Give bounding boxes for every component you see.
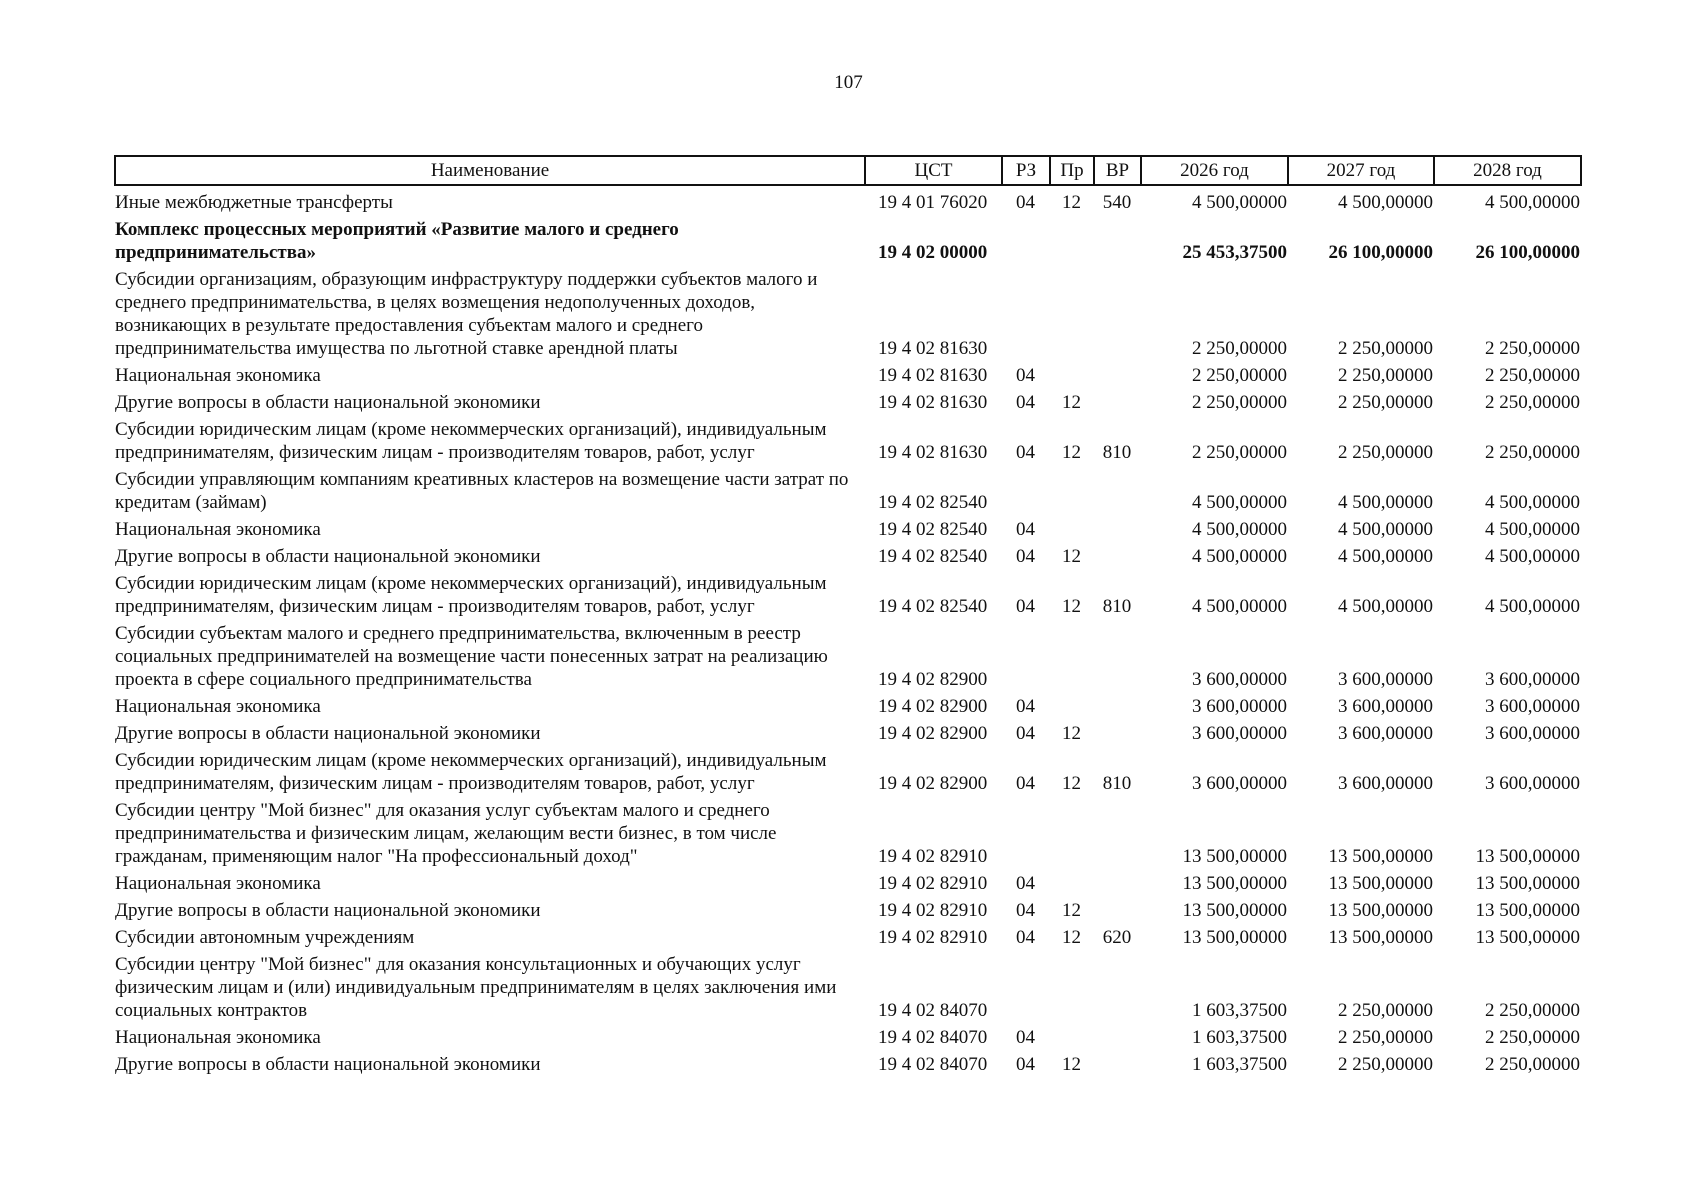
- cell-y2027: 2 250,00000: [1338, 1027, 1433, 1048]
- header-cst: ЦСТ: [865, 156, 1002, 185]
- cell-y2028: 4 500,00000: [1485, 192, 1580, 213]
- cell-y2028: 4 500,00000: [1485, 546, 1580, 567]
- cell-y2028: 4 500,00000: [1485, 596, 1580, 617]
- cell-rz: [1002, 216, 1050, 266]
- cell-pr: [1050, 1024, 1094, 1051]
- cell-cst: 19 4 02 82910: [878, 927, 988, 948]
- cell-cst: 19 4 02 82900: [878, 773, 988, 794]
- cell-y2027: 4 500,00000: [1338, 519, 1433, 540]
- cell-vr: [1094, 516, 1141, 543]
- cell-y2026: 4 500,00000: [1192, 519, 1287, 540]
- cell-y2028: 2 250,00000: [1485, 442, 1580, 463]
- table-header: [115, 156, 1581, 185]
- cell-cst: 19 4 02 81630: [878, 338, 988, 359]
- cell-rz: 04: [1016, 773, 1035, 794]
- cell-cst: 19 4 02 84070: [878, 1000, 988, 1021]
- cell-vr: [1094, 870, 1141, 897]
- cell-cst: 19 4 02 84070: [878, 1027, 988, 1048]
- cell-pr: 12: [1062, 1054, 1081, 1075]
- cell-y2028: 4 500,00000: [1485, 519, 1580, 540]
- cell-pr: 12: [1062, 927, 1081, 948]
- cell-y2026: 1 603,37500: [1192, 1027, 1287, 1048]
- cell-vr: 620: [1102, 927, 1132, 948]
- cell-y2027: 3 600,00000: [1338, 723, 1433, 744]
- cell-y2027: 13 500,00000: [1328, 873, 1433, 894]
- header-2026: 2026 год: [1141, 156, 1288, 185]
- cell-name: Другие вопросы в области национальной экономики: [115, 546, 541, 567]
- header-name: Наименование: [115, 156, 865, 185]
- cell-vr: [1094, 389, 1141, 416]
- cell-rz: 04: [1016, 1027, 1035, 1048]
- cell-y2027: 3 600,00000: [1338, 696, 1433, 717]
- table-row: [115, 543, 1581, 570]
- cell-y2027: 3 600,00000: [1338, 773, 1433, 794]
- cell-pr: [1050, 466, 1094, 516]
- cell-y2028: 2 250,00000: [1485, 365, 1580, 386]
- cell-rz: 04: [1016, 392, 1035, 413]
- cell-vr: 810: [1102, 442, 1132, 463]
- cell-rz: 04: [1016, 365, 1035, 386]
- cell-y2027: 13 500,00000: [1328, 900, 1433, 921]
- cell-y2026: 13 500,00000: [1182, 846, 1287, 867]
- cell-cst: 19 4 02 00000: [878, 242, 988, 263]
- cell-rz: 04: [1016, 596, 1035, 617]
- budget-table: [114, 155, 1582, 1078]
- cell-y2028: 2 250,00000: [1485, 392, 1580, 413]
- cell-name: Национальная экономика: [115, 873, 321, 894]
- cell-name: Субсидии центру "Мой бизнес" для оказания консультационных и обучающих услуг физическим лицам и (или) индивидуальным предпринимателям в целях заключения ими социальных контрактов: [115, 954, 837, 1021]
- cell-y2026: 2 250,00000: [1192, 338, 1287, 359]
- cell-y2026: 4 500,00000: [1192, 546, 1287, 567]
- cell-cst: 19 4 02 84070: [878, 1054, 988, 1075]
- cell-y2027: 4 500,00000: [1338, 492, 1433, 513]
- cell-vr: [1094, 362, 1141, 389]
- table-row: [115, 897, 1581, 924]
- header-2027: 2027 год: [1288, 156, 1434, 185]
- cell-pr: [1050, 620, 1094, 693]
- cell-rz: 04: [1016, 192, 1035, 213]
- cell-vr: [1094, 897, 1141, 924]
- cell-y2027: 26 100,00000: [1328, 242, 1433, 263]
- cell-vr: [1094, 1024, 1141, 1051]
- table-row: [115, 693, 1581, 720]
- cell-pr: [1050, 516, 1094, 543]
- table-row: [115, 266, 1581, 362]
- cell-y2026: 3 600,00000: [1192, 696, 1287, 717]
- cell-name: Национальная экономика: [115, 365, 321, 386]
- cell-name: Другие вопросы в области национальной экономики: [115, 392, 541, 413]
- header-pr: Пр: [1050, 156, 1094, 185]
- cell-cst: 19 4 02 81630: [878, 442, 988, 463]
- table-row: [115, 951, 1581, 1024]
- cell-cst: 19 4 02 82900: [878, 669, 988, 690]
- cell-name: Другие вопросы в области национальной экономики: [115, 900, 541, 921]
- table-row: [115, 870, 1581, 897]
- cell-cst: 19 4 02 81630: [878, 392, 988, 413]
- cell-y2026: 1 603,37500: [1192, 1000, 1287, 1021]
- table-row: [115, 747, 1581, 797]
- cell-name: Комплекс процессных мероприятий «Развитие малого и среднего предпринимательства»: [115, 219, 679, 263]
- cell-name: Субсидии юридическим лицам (кроме некоммерческих организаций), индивидуальным предпринимателям, физическим лицам - производителям товаров, работ, услуг: [115, 419, 827, 463]
- table-row: [115, 924, 1581, 951]
- cell-y2027: 4 500,00000: [1338, 546, 1433, 567]
- cell-cst: 19 4 02 81630: [878, 365, 988, 386]
- cell-name: Субсидии автономным учреждениям: [115, 927, 415, 948]
- cell-rz: 04: [1016, 442, 1035, 463]
- cell-y2027: 2 250,00000: [1338, 338, 1433, 359]
- cell-y2026: 4 500,00000: [1192, 492, 1287, 513]
- cell-y2027: 4 500,00000: [1338, 596, 1433, 617]
- cell-cst: 19 4 02 82900: [878, 723, 988, 744]
- table-row: [115, 185, 1581, 216]
- cell-rz: 04: [1016, 1054, 1035, 1075]
- cell-pr: 12: [1062, 596, 1081, 617]
- cell-rz: [1002, 266, 1050, 362]
- cell-y2026: 4 500,00000: [1192, 596, 1287, 617]
- cell-y2027: 13 500,00000: [1328, 846, 1433, 867]
- cell-y2026: 13 500,00000: [1182, 873, 1287, 894]
- table-row: [115, 720, 1581, 747]
- cell-name: Субсидии юридическим лицам (кроме некоммерческих организаций), индивидуальным предпринимателям, физическим лицам - производителям товаров, работ, услуг: [115, 573, 827, 617]
- cell-name: Национальная экономика: [115, 696, 321, 717]
- cell-name: Национальная экономика: [115, 1027, 321, 1048]
- cell-rz: 04: [1016, 546, 1035, 567]
- cell-y2028: 13 500,00000: [1475, 927, 1580, 948]
- cell-name: Субсидии юридическим лицам (кроме некоммерческих организаций), индивидуальным предпринимателям, физическим лицам - производителям товаров, работ, услуг: [115, 750, 827, 794]
- table-row: [115, 389, 1581, 416]
- cell-y2027: 2 250,00000: [1338, 1054, 1433, 1075]
- cell-pr: [1050, 266, 1094, 362]
- table-row: [115, 416, 1581, 466]
- cell-rz: [1002, 466, 1050, 516]
- cell-cst: 19 4 02 82540: [878, 519, 988, 540]
- table-row: [115, 797, 1581, 870]
- cell-y2026: 3 600,00000: [1192, 773, 1287, 794]
- cell-y2027: 2 250,00000: [1338, 442, 1433, 463]
- cell-cst: 19 4 02 82540: [878, 596, 988, 617]
- cell-y2028: 2 250,00000: [1485, 1027, 1580, 1048]
- cell-name: Субсидии организациям, образующим инфраструктуру поддержки субъектов малого и среднего предпринимательства, в целях возмещения недополученных доходов, возникающих в результате предоставления субъектам малого и среднего предпринимательства имущества по льготной ставке арендной платы: [115, 269, 818, 359]
- table-row: [115, 466, 1581, 516]
- cell-y2026: 13 500,00000: [1182, 900, 1287, 921]
- cell-name: Национальная экономика: [115, 519, 321, 540]
- cell-pr: 12: [1062, 773, 1081, 794]
- cell-rz: 04: [1016, 723, 1035, 744]
- cell-name: Субсидии центру "Мой бизнес" для оказания услуг субъектам малого и среднего предпринимательства и физическим лицам, желающим вести бизнес, в том числе гражданам, применяющим налог "На профессиональный доход": [115, 800, 777, 867]
- cell-rz: 04: [1016, 696, 1035, 717]
- cell-rz: 04: [1016, 927, 1035, 948]
- table-row: [115, 570, 1581, 620]
- cell-rz: [1002, 797, 1050, 870]
- cell-name: Другие вопросы в области национальной экономики: [115, 1054, 541, 1075]
- cell-vr: [1094, 466, 1141, 516]
- cell-y2026: 13 500,00000: [1182, 927, 1287, 948]
- cell-pr: [1050, 362, 1094, 389]
- cell-cst: 19 4 02 82540: [878, 546, 988, 567]
- cell-y2026: 3 600,00000: [1192, 723, 1287, 744]
- cell-pr: [1050, 951, 1094, 1024]
- cell-pr: 12: [1062, 900, 1081, 921]
- cell-pr: 12: [1062, 723, 1081, 744]
- cell-vr: [1094, 720, 1141, 747]
- cell-y2026: 2 250,00000: [1192, 442, 1287, 463]
- cell-rz: 04: [1016, 873, 1035, 894]
- cell-y2027: 3 600,00000: [1338, 669, 1433, 690]
- cell-y2028: 26 100,00000: [1475, 242, 1580, 263]
- cell-vr: [1094, 1051, 1141, 1078]
- header-vr: ВР: [1094, 156, 1141, 185]
- cell-vr: 540: [1102, 192, 1132, 213]
- table-row: [115, 620, 1581, 693]
- cell-name: Другие вопросы в области национальной экономики: [115, 723, 541, 744]
- table-row: [115, 362, 1581, 389]
- cell-y2028: 2 250,00000: [1485, 1000, 1580, 1021]
- cell-y2028: 3 600,00000: [1485, 723, 1580, 744]
- cell-y2028: 13 500,00000: [1475, 900, 1580, 921]
- table-row: [115, 1051, 1581, 1078]
- cell-pr: [1050, 216, 1094, 266]
- cell-y2026: 2 250,00000: [1192, 392, 1287, 413]
- cell-vr: [1094, 693, 1141, 720]
- cell-y2026: 4 500,00000: [1192, 192, 1287, 213]
- cell-name: Иные межбюджетные трансферты: [115, 192, 393, 213]
- cell-rz: [1002, 951, 1050, 1024]
- table-body: [115, 185, 1581, 1078]
- table-row: [115, 1024, 1581, 1051]
- cell-vr: [1094, 797, 1141, 870]
- cell-y2028: 3 600,00000: [1485, 696, 1580, 717]
- cell-y2026: 1 603,37500: [1192, 1054, 1287, 1075]
- cell-rz: 04: [1016, 900, 1035, 921]
- cell-y2027: 2 250,00000: [1338, 1000, 1433, 1021]
- cell-y2027: 4 500,00000: [1338, 192, 1433, 213]
- cell-vr: [1094, 216, 1141, 266]
- cell-name: Субсидии управляющим компаниям креативных кластеров на возмещение части затрат по кредитам (займам): [115, 469, 849, 513]
- cell-pr: 12: [1062, 192, 1081, 213]
- cell-pr: 12: [1062, 392, 1081, 413]
- cell-y2028: 4 500,00000: [1485, 492, 1580, 513]
- cell-y2028: 13 500,00000: [1475, 846, 1580, 867]
- page-number: 107: [834, 72, 863, 93]
- cell-pr: [1050, 693, 1094, 720]
- cell-vr: 810: [1102, 596, 1132, 617]
- cell-y2027: 2 250,00000: [1338, 392, 1433, 413]
- header-rz: РЗ: [1002, 156, 1050, 185]
- cell-cst: 19 4 01 76020: [878, 192, 988, 213]
- cell-cst: 19 4 02 82910: [878, 873, 988, 894]
- cell-y2027: 2 250,00000: [1338, 365, 1433, 386]
- cell-vr: [1094, 266, 1141, 362]
- cell-rz: [1002, 620, 1050, 693]
- cell-y2028: 13 500,00000: [1475, 873, 1580, 894]
- cell-cst: 19 4 02 82910: [878, 846, 988, 867]
- cell-pr: [1050, 870, 1094, 897]
- cell-cst: 19 4 02 82900: [878, 696, 988, 717]
- cell-y2028: 3 600,00000: [1485, 669, 1580, 690]
- table-row: [115, 516, 1581, 543]
- cell-y2028: 3 600,00000: [1485, 773, 1580, 794]
- table-row: [115, 216, 1581, 266]
- cell-rz: 04: [1016, 519, 1035, 540]
- cell-vr: [1094, 543, 1141, 570]
- cell-y2026: 2 250,00000: [1192, 365, 1287, 386]
- cell-name: Субсидии субъектам малого и среднего предпринимательства, включенным в реестр социальных предпринимателей на возмещение части понесенных затрат на реализацию проекта в сфере социального предпринимательства: [115, 623, 828, 690]
- cell-pr: [1050, 797, 1094, 870]
- cell-cst: 19 4 02 82910: [878, 900, 988, 921]
- header-2028: 2028 год: [1434, 156, 1581, 185]
- cell-pr: 12: [1062, 442, 1081, 463]
- cell-y2028: 2 250,00000: [1485, 338, 1580, 359]
- cell-vr: [1094, 620, 1141, 693]
- cell-y2027: 13 500,00000: [1328, 927, 1433, 948]
- cell-cst: 19 4 02 82540: [878, 492, 988, 513]
- cell-vr: [1094, 951, 1141, 1024]
- cell-y2026: 25 453,37500: [1182, 242, 1287, 263]
- cell-pr: 12: [1062, 546, 1081, 567]
- cell-vr: 810: [1102, 773, 1132, 794]
- cell-y2026: 3 600,00000: [1192, 669, 1287, 690]
- cell-y2028: 2 250,00000: [1485, 1054, 1580, 1075]
